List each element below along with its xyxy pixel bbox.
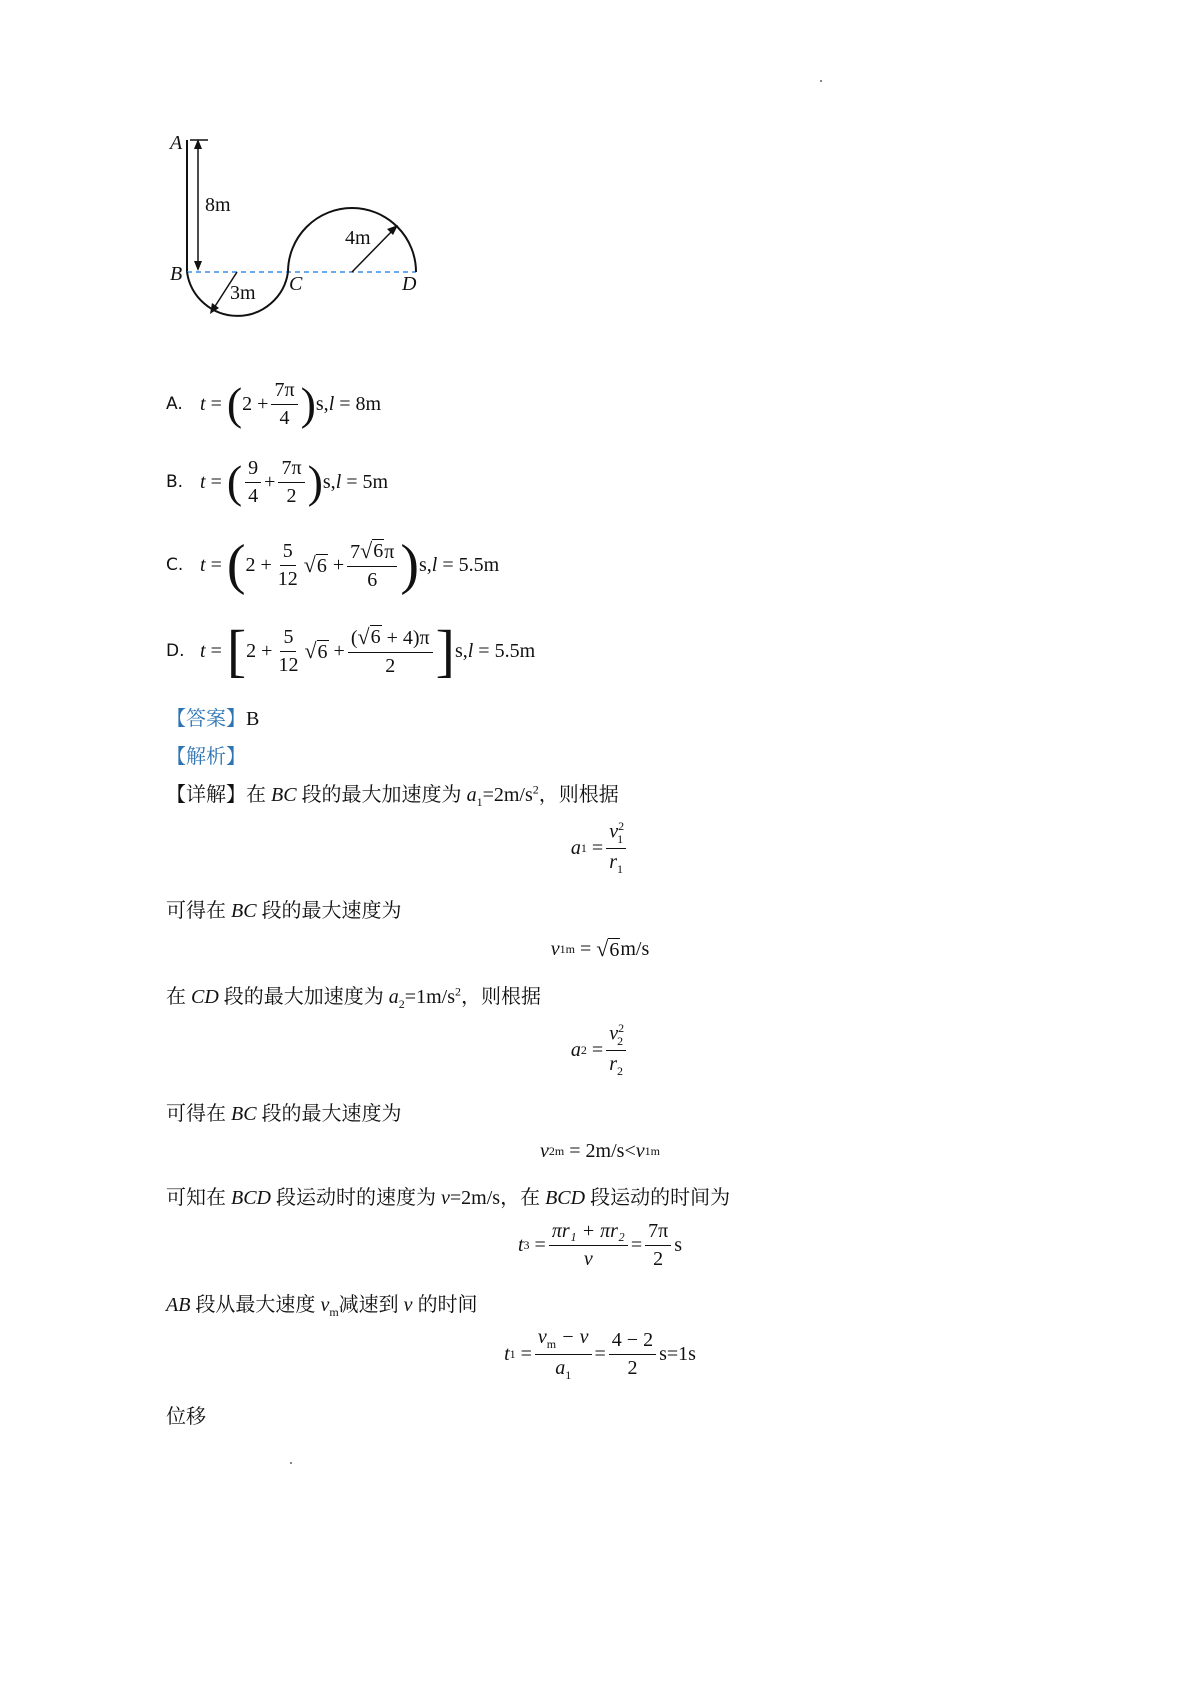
equation-3: a 2 = $\frac{v^2_2}{r_2}$ [570,1021,625,1079]
option-label: D. [166,641,185,661]
detail-line-7: 位移 [166,1406,206,1428]
fraction: $\frac{7\pi}{4}$ [271,379,297,430]
track-diagram [160,125,430,335]
label-point-a: A [170,132,183,154]
equation-6: t 1 = $\frac{v_m - v}{a_1}$ = $\frac{4 - 2}{2}$ s=1s [504,1326,696,1382]
speck [290,1462,292,1464]
label-radius-3m: 3m [230,282,256,304]
detail-line-2: 可得在 BC 段的最大速度为 [166,900,402,922]
equation-4: v 2m = 2m/s< v 1m [540,1140,660,1162]
detail-line-3: 在 CD 段的最大加速度为 $a_2=1m/s^2$，则根据 [166,984,541,1011]
label-length-8m: 8m [205,194,231,216]
answer-line [166,702,259,731]
option-label: B. [166,472,184,492]
option-a[interactable]: A. t = ( 2 + $\frac{7\pi}{4}$ ) s, l = 8m [166,378,382,429]
option-b[interactable]: B. t = ( $\frac{9}{4}$ + $\frac{7\pi}{2}$ ) s, l = 5m [166,456,389,507]
label-point-d: D [402,273,417,295]
answer-value: B [246,708,260,730]
detail-line-4: 可得在 BC 段的最大速度为 [166,1103,402,1125]
option-label: A. [166,394,183,414]
fraction: ( √ 6 + 4)π 2 [348,624,433,678]
square-root: √ 6 [303,552,327,577]
equation-1: a 1 = $\frac{v^2_1}{r_1}$ [570,819,625,877]
detail-line-6: AB 段从最大速度 $v_m$减速到 v 的时间 [166,1294,478,1319]
answer-tag: 【答案】 [166,708,246,730]
equation-5: t 3 = $\frac{\text{πr₁ + πr₂}}{v}$ = $\frac{7\pi}{2}$ s [517,1220,683,1270]
detail-line-5: 可知在 BCD 段运动时的速度为 v=2m/s，在 BCD 段运动的时间为 [166,1187,731,1209]
label-point-c: C [289,273,303,295]
label-point-b: B [170,263,183,285]
equation-2: v 1m = √ 6 m/s [550,936,650,961]
label-radius-4m: 4m [345,227,371,249]
option-label: C. [166,555,184,575]
fraction: $\frac{5}{12}$ [277,539,298,590]
detail-line-1: 【详解】在 BC 段的最大加速度为 $a_1=2m/s^2$，则根据 [166,782,619,809]
analysis-tag: 【解析】 [166,746,246,768]
speck [820,80,822,82]
square-root: √ 6 [304,638,328,663]
fraction: $\frac{9}{4}$ [245,457,261,508]
fraction: $\frac{7\pi}{2}$ [278,457,304,508]
fraction: $\frac{5}{12}$ [278,625,299,676]
option-c[interactable]: C. t = ( 2 + $\frac{5}{12}$ √ 6 + 7 √ 6 π 6 ) s, l = 5.5m [166,534,500,596]
option-d[interactable]: D. t = [ 2 + $\frac{5}{12}$ √ 6 + ( √ 6 + 4)π 2 ] s, l = 5.5m [166,618,536,683]
fraction: 7 √ 6 π 6 [347,538,397,592]
